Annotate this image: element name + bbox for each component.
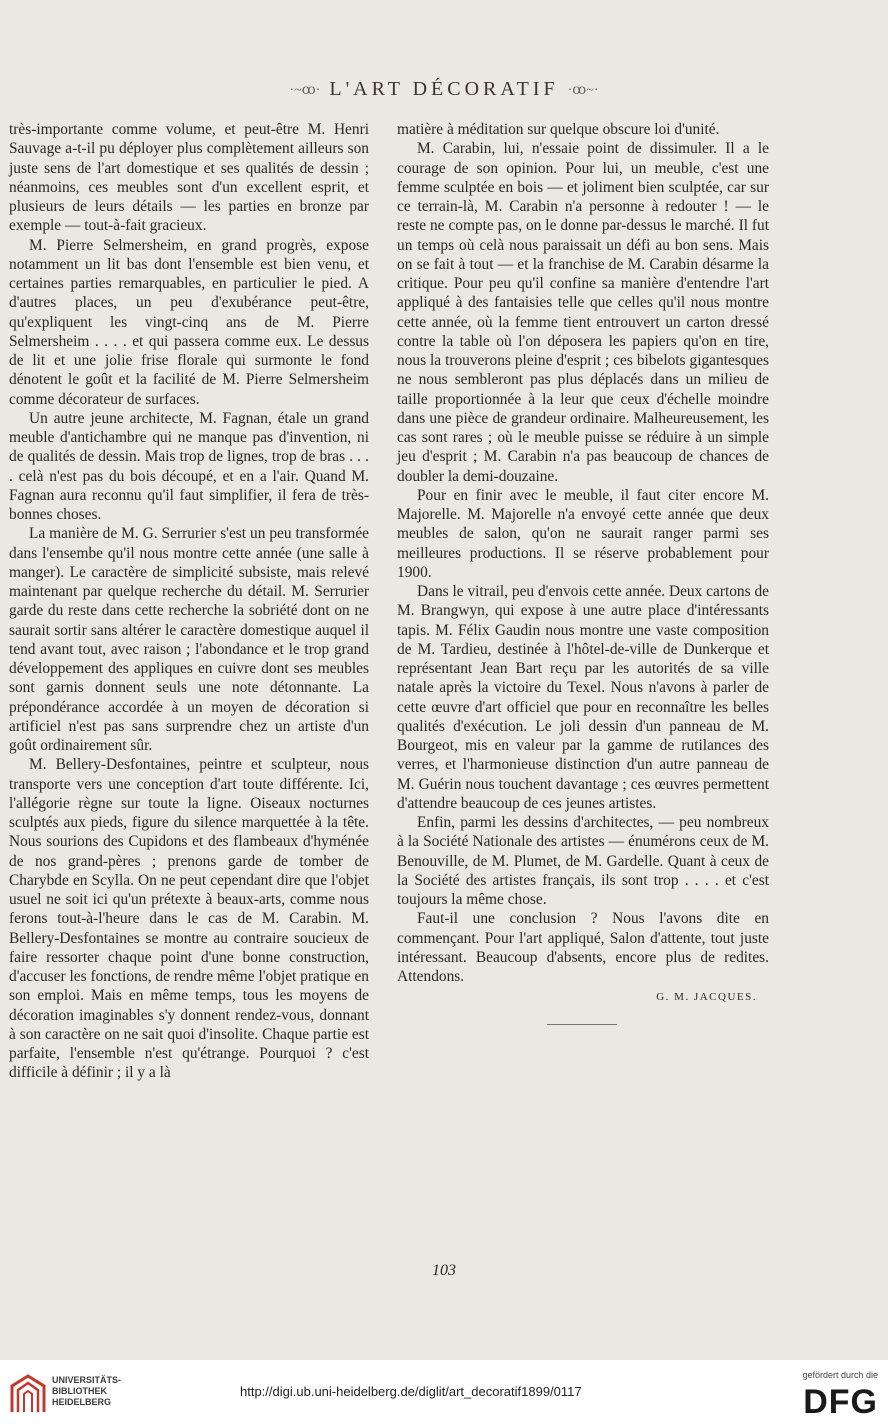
paragraph: Faut-il une conclusion ? Nous l'avons dite en commençant. Pour l'art appliqué, Salon d'attente, tout juste intéressant. Beaucoup d'absents, encore plus de redites. Attendons.: [397, 910, 769, 985]
institution-line: HEIDELBERG: [52, 1397, 112, 1407]
paragraph: Enfin, parmi les dessins d'architectes, — peu nombreux à la Société Nationale des artistes — énumérons ceux de M. Benouville, de M. Plumet, de M. Gardelle. Quant à ceux de la Société des artistes français, ils sont trop . . . . et c'est toujours la même chose.: [397, 814, 769, 908]
author-signature: G. M. JACQUES.: [656, 991, 757, 1004]
paragraph: matière à méditation sur quelque obscure loi d'unité.: [397, 121, 720, 138]
end-rule: [547, 1024, 617, 1025]
header-title: L'ART DÉCORATIF: [329, 78, 559, 100]
institution-name: [52, 1375, 121, 1408]
page-number: 103: [432, 1262, 456, 1279]
paragraph: M. Carabin, lui, n'essaie point de dissimuler. Il a le courage de son opinion. Pour lui, un meuble, c'est une femme sculptée en bois — et joliment bien sculptée, car sur ce terrain-là, M. Carabin n'a personne à redouter ! — le reste ne compte pas, on le donne par-dessus le marché. Il fut un temps où celà nous paraissait un défi au bon sens. Mais on se fait à tout — et la franchise de M. Carabin désarme la critique. Pour peu qu'il confine sa manière d'entendre l'art appliqué à des fantaisies telle que celles qu'il nous montre cette année, où la femme tient entrouvert un carton dressé contre la table où l'on déposera les papiers qu'on en tire, nous la trouverons pleine d'esprit ; ces bibelots gigantesques ne nous sembleront pas plus déplacés dans un milieu de taille proportionnée à la leur que ceux d'échelle moindre dans une pièce de grandeur ordinaire. Malheureusement, les cas sont rares ; où le meuble puisse se réduire à un simple jeu d'esprit ; M. Carabin n'a pas beaucoup de chances de doubler la demi-douzaine.: [397, 140, 769, 485]
running-header: [0, 78, 888, 101]
paragraph: Dans le vitrail, peu d'envois cette année. Deux cartons de M. Brangwyn, qui expose à une autre place d'intéressants tapis. M. Félix Gaudin nous montre une vaste composition de M. Tardieu, destinée à l'hôtel-de-ville de Dunkerque et représentant Jean Bart reçu par les autorités de sa ville natale après la victoire du Texel. Nous n'avons à parler de cette œuvre d'art officiel que pour en reconnaître les belles qualités d'exécution. Le joli dessin d'un panneau de M. Bourgeot, mis en valeur par la gamme de rutilances des verres, et l'harmonieuse distinction d'un autre panneau de M. Guérin nous touchent davantage ; ces œuvres permettent d'attendre beaucoup de ces jeunes artistes.: [397, 583, 769, 812]
paragraph: très-importante comme volume, et peut-être M. Henri Sauvage a-t-il pu déployer plus complètement ailleurs son juste sens de l'art domestique et ses qualités de dessin ; néanmoins, ces meubles sont d'un excellent esprit, et plusieurs de leurs détails — les parties en bronze par exemple — tout-à-fait gracieux.: [9, 121, 369, 235]
paragraph: La manière de M. G. Serrurier s'est un peu transformée dans l'ensembe qu'il nous montre cette année (une salle à manger). Le caractère de simplicité subsiste, mais relevé maintenant par quelque recherche du détail. M. Serrurier garde du reste dans cette recherche la sobriété dont on ne saurait sortir sans altérer le caractère domestique auquel il tend avant tout, avec raison ; l'abondance et le trop grand développement des appliques en cuivre dont ses meubles sont garnis donnent seuls une note détonnante. La prépondérance accordée à un moyen de décoration si artificiel n'est pas sans surprendre chez un artiste d'un goût ordinairement sûr.: [9, 525, 369, 754]
left-column: [9, 120, 369, 1083]
institution-line: BIBLIOTHEK: [52, 1386, 107, 1396]
ornament-right: ·ꝏ~·: [567, 82, 599, 98]
paragraph: Un autre jeune architecte, M. Fagnan, étale un grand meuble d'antichambre qui ne manque pas d'invention, ni de qualités de dessin. Mais trop de lignes, trop de bras . . . . celà n'est pas du bois découpé, et en a l'air. Quand M. Fagnan aura reconnu qu'il faut simplifier, il fera de très-bonnes choses.: [9, 409, 369, 523]
source-url-link[interactable]: http://digi.ub.uni-heidelberg.de/diglit/art_decoratif1899/0117: [240, 1384, 582, 1399]
paragraph: M. Bellery-Desfontaines, peintre et sculpteur, nous transporte vers une conception d'art toute différente. Ici, l'allégorie règne sur toute la ligne. Oiseaux nocturnes sculptés aux pieds, figure du silence marquettée à la tête. Nous sourions des Cupidons et des flambeaux d'hyménée de nos grand-pères ; prenons garde de tomber de Charybde en Scylla. On ne peut cependant dire que l'objet usuel ne soit ici qu'un prétexte à beaux-arts, comme nous ferons tout-à-l'heure dans le cas de M. Carabin. M. Bellery-Desfontaines se montre au contraire soucieux de faire ressorter chaque point d'une bonne construction, d'accuser les fonctions, de rendre même l'objet pratique en son emploi. Mais en même temps, tous les moyens de décoration imaginables s'y donnent rendez-vous, donnant à son caractère on ne sait quoi d'insolite. Chaque partie est parfaite, l'ensemble n'est qu'étrange. Pourquoi ? c'est difficile à définir ; il y a là: [9, 756, 369, 1082]
paragraph: Pour en finir avec le meuble, il faut citer encore M. Majorelle. M. Majorelle n'a envoyé cette année que deux meubles de salon, qu'on ne saurait ranger parmi ses meilleures productions. Il se réserve probablement pour 1900.: [397, 486, 769, 581]
institution-line: UNIVERSITÄTS-: [52, 1375, 122, 1385]
right-column: [397, 120, 769, 1025]
university-library-logo-icon: [8, 1372, 48, 1416]
paragraph: M. Pierre Selmersheim, en grand progrès, expose notamment un lit bas dont l'ensemble est bien venu, et certaines parties remarquables, en particulier le pied. A d'autres places, un peu d'exubérance peut-être, qu'expliquent les vingt-cinq ans de M. Pierre Selmersheim . . . . et qui passera comme eux. Le dessus de lit et une jolie frise florale qui surmonte le fond dénotent le goût et la facilité de M. Pierre Selmersheim comme décorateur de surfaces.: [9, 236, 369, 408]
dfg-logo: DFG: [803, 1383, 878, 1421]
ornament-left: ·~ꝏ·: [289, 82, 321, 98]
footer-bar: [0, 1360, 888, 1424]
funded-by-label: gefördert durch die: [802, 1370, 878, 1380]
